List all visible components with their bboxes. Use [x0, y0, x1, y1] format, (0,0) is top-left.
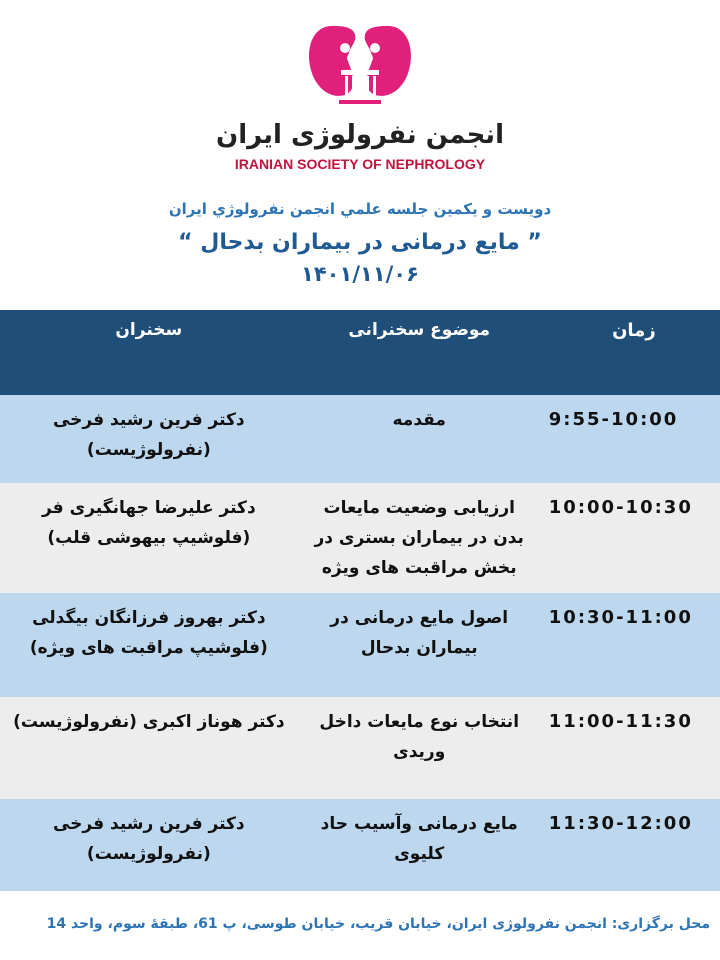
- table-row: [0, 799, 720, 891]
- society-name-fa: انجمن نفرولوژی ایران: [216, 120, 504, 150]
- table-row: [0, 593, 720, 697]
- row-topic: انتخاب نوع مایعات داخل وریدی: [298, 697, 541, 799]
- society-name-en: IRANIAN SOCIETY OF NEPHROLOGY: [234, 156, 486, 172]
- row-speaker: دکتر بهروز فرزانگان بیگدلی (فلوشیپ مراقبت های ویژه): [0, 593, 298, 697]
- column-header-topic: موضوع سخنرانی: [298, 310, 541, 395]
- table-header-row: [0, 310, 720, 395]
- row-topic: مقدمه: [298, 395, 541, 483]
- session-topic: ” مایع درمانی در بیماران بدحال “: [178, 230, 542, 255]
- row-time: 10:30-11:00: [541, 593, 720, 697]
- row-speaker: دکتر فرین رشید فرخی (نفرولوژیست): [0, 799, 298, 891]
- row-time: 10:00-10:30: [541, 483, 720, 593]
- row-time: 11:00-11:30: [541, 697, 720, 799]
- row-speaker: دکتر هوناز اکبری (نفرولوژیست): [0, 697, 298, 799]
- kidney-logo-icon: [305, 18, 415, 118]
- table-row: [0, 483, 720, 593]
- logo: [0, 18, 720, 178]
- row-topic: ارزیابی وضعیت مایعات بدن در بیماران بستری در بخش مراقبت های ویژه: [298, 483, 541, 593]
- row-topic: مایع درمانی وآسیب حاد کلیوی: [298, 799, 541, 891]
- row-speaker: دکتر فرین رشید فرخی (نفرولوژیست): [0, 395, 298, 483]
- column-header-time: زمان: [541, 310, 720, 395]
- table-row: [0, 395, 720, 483]
- session-date: ۱۴۰۱/۱۱/۰۶: [301, 262, 419, 286]
- program-table: [0, 310, 720, 891]
- row-time: 9:55-10:00: [541, 395, 720, 483]
- row-time: 11:30-12:00: [541, 799, 720, 891]
- venue-address: محل برگزاری: انجمن نفرولوژی ایران، خیابان قریب، خیابان طوسی، پ 61، طبقۀ سوم، واحد 14: [46, 916, 710, 932]
- table-row: [0, 697, 720, 799]
- column-header-speaker: سخنران: [0, 310, 298, 395]
- row-speaker: دکتر علیرضا جهانگیری فر (فلوشیپ بیهوشی قلب): [0, 483, 298, 593]
- session-title: دویست و یکمین جلسه علمي انجمن نفرولوژي ایران: [168, 200, 552, 218]
- row-topic: اصول مایع درمانی در بیماران بدحال: [298, 593, 541, 697]
